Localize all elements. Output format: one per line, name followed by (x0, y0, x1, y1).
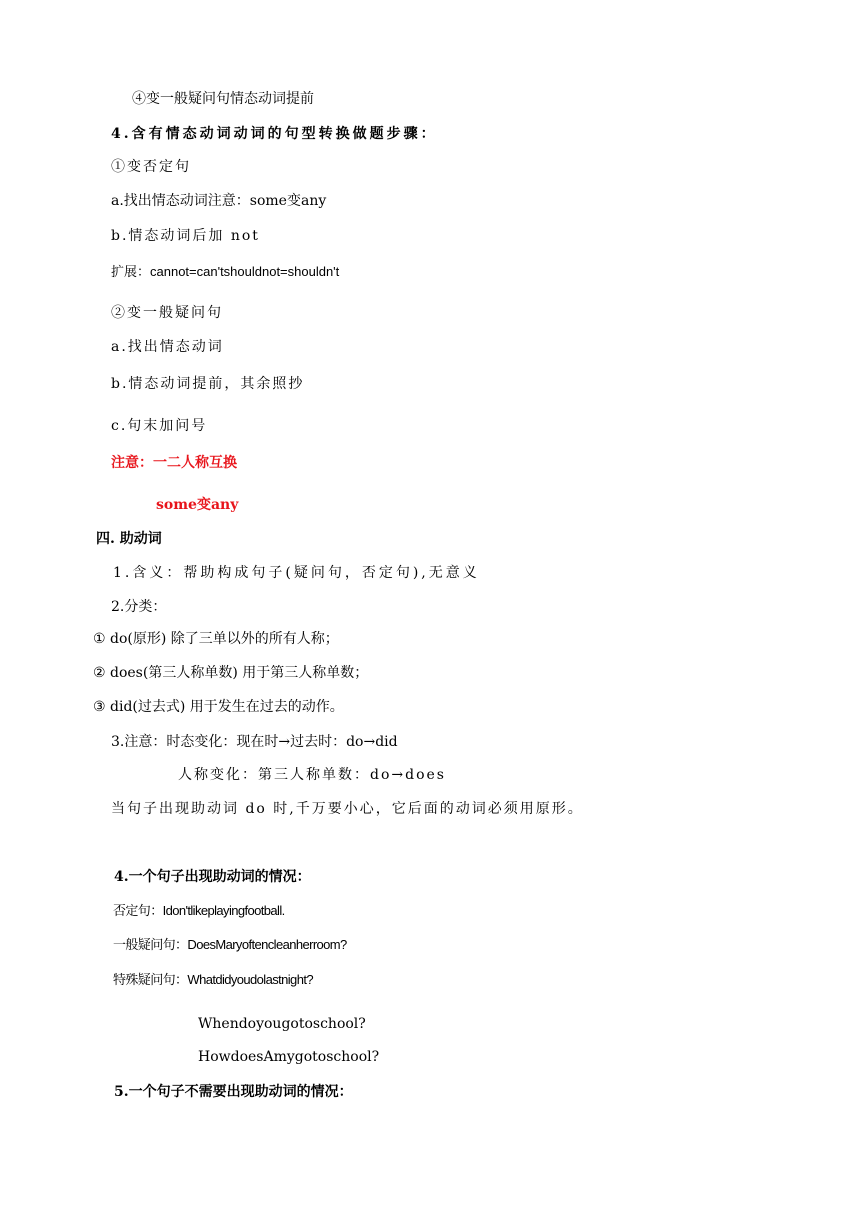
text-line: 2.分类： (111, 599, 167, 615)
text-line: ②变一般疑问句 (111, 305, 223, 321)
note-red: 注意：一二人称互换 (111, 455, 237, 471)
note-red: some变any (156, 497, 239, 513)
text-line: a.找出情态动词 (111, 339, 224, 355)
text-line: ④变一般疑问句情态动词提前 (132, 91, 314, 107)
text-line: HowdoesAmygotoschool? (198, 1049, 380, 1065)
text-line: 3.注意：时态变化：现在时→过去时：do→did (111, 734, 398, 750)
text-line: 扩展：cannot=can'tshouldnot=shouldn't (111, 264, 340, 279)
text-line: b.情态动词提前，其余照抄 (111, 376, 305, 392)
section-heading: 4.含有情态动词动词的句型转换做题步骤： (111, 126, 438, 142)
text-line: c.句末加问号 (111, 418, 208, 434)
text-line: Whendoyougotoschool? (198, 1016, 366, 1032)
list-item: ② does(第三人称单数) 用于第三人称单数； (93, 665, 369, 681)
text-line: 否定句：Idon'tlikeplayingfootball. (113, 903, 285, 918)
text-line: 人称变化：第三人称单数：do→does (178, 767, 446, 783)
section-heading: 4.一个句子出现助动词的情况： (114, 869, 311, 885)
section-heading: 5.一个句子不需要出现助动词的情况： (114, 1084, 353, 1100)
text-line: ①变否定句 (111, 159, 191, 175)
text-line: a.找出情态动词注意：some变any (111, 193, 327, 209)
text-line: b.情态动词后加 not (111, 228, 260, 244)
text-line: 特殊疑问句：Whatdidyoudolastnight? (113, 972, 313, 987)
list-item: ③ did(过去式) 用于发生在过去的动作。 (93, 699, 344, 715)
text-line: 当句子出现助动词 do 时,千万要小心，它后面的动词必须用原形。 (111, 801, 584, 817)
section-heading: 四. 助动词 (96, 531, 162, 547)
list-item: ① do(原形) 除了三单以外的所有人称； (93, 631, 339, 647)
text-line: 一般疑问句：DoesMaryoftencleanherroom? (113, 937, 347, 952)
text-line: 1.含义：帮助构成句子(疑问句，否定句),无意义 (113, 565, 480, 581)
